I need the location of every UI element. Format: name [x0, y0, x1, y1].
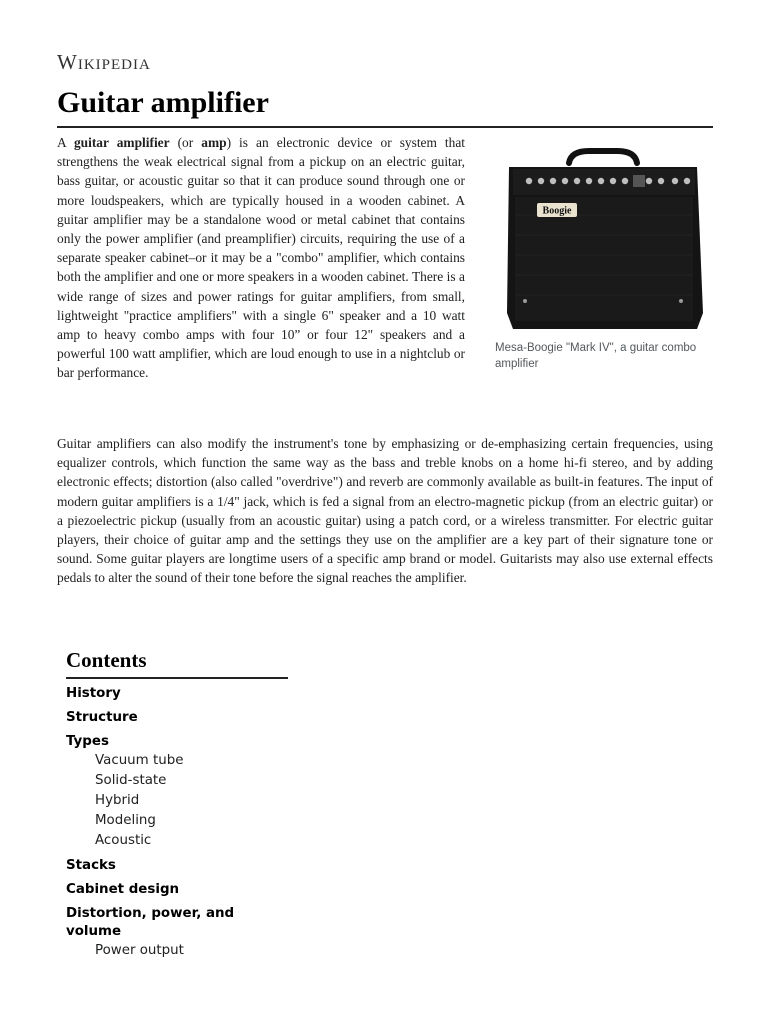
toc-list — [66, 685, 288, 961]
intro-text-3: ) is an electronic device or system that strengthens the weak electrical signal from a pickup on an electric guitar, bass guitar, or acoustic guitar so that it can produce sound through one or more loudspeakers, which are typically housed in a wooden cabinet. A guitar amplifier may be a standalone wood or metal cabinet that contains only the power amplifier (and preamplifier) circuits, requiring the use of a separate speaker cabinet–or it may be a "combo" amplifier, which contains both the amplifier and one or more speakers in a wooden cabinet. There is a wide range of sizes and power ratings for guitar amplifiers, from small, lightweight "practice amplifiers" with a single 6" speaker and a 10 watt amp to heavy combo amps with four 10” or four 12" speakers and a powerful 100 watt amplifier, which are loud enough to use in a nightclub or bar performance. — [57, 135, 466, 381]
toc-subitem-solid-state[interactable]: Solid-state — [95, 773, 167, 788]
amplifier-figure — [495, 145, 713, 372]
toc-item-history[interactable] — [66, 685, 288, 703]
intro-bold-alias: amp — [201, 135, 227, 150]
toc-item-label[interactable]: Stacks — [66, 858, 116, 873]
toc-item-distortion[interactable] — [66, 905, 288, 961]
toc-subitem-vacuum-tube[interactable]: Vacuum tube — [95, 753, 184, 768]
toc-title: Contents — [66, 648, 288, 679]
intro-text-2: (or — [169, 135, 202, 150]
toc-item-structure[interactable] — [66, 709, 288, 727]
toc-item-label[interactable]: Structure — [66, 710, 138, 725]
toc-subitem-hybrid[interactable]: Hybrid — [95, 793, 140, 808]
toc-subitem-acoustic[interactable]: Acoustic — [95, 833, 152, 848]
paragraph-2: Guitar amplifiers can also modify the instrument's tone by emphasizing or de-emphasizing certain frequencies, using equalizer controls, which function the same way as the bass and treble knobs on a home hi-fi stereo, and by adding electronic effects; distortion (also called "overdrive") and reverb are commonly available as built-in features. The input of modern guitar amplifiers is a 1/4" jack, which is fed a signal from an electro-magnetic pickup (from an electric guitar) or a piezoelectric pickup (usually from an acoustic guitar) using a patch cord, or a wireless transmitter. For electric guitar players, their choice of guitar amp and the settings they use on the amplifier are a key part of their signature tone or sound. Some guitar players are longtime users of a specific amp brand or model. Guitarists may also use external effects pedals to alter the sound of their tone before the signal reaches the amplifier. — [57, 436, 713, 586]
toc-subitem-power-output[interactable]: Power output — [95, 943, 184, 958]
wikipedia-logo[interactable]: Wikipedia — [57, 50, 151, 74]
table-of-contents — [66, 648, 288, 961]
intro-bold-term: guitar amplifier — [73, 135, 170, 150]
toc-item-types[interactable] — [66, 733, 288, 851]
intro-paragraph — [57, 133, 465, 383]
toc-sublist-distortion — [66, 941, 288, 961]
toc-item-label[interactable]: Cabinet design — [66, 882, 180, 897]
title-divider — [57, 126, 713, 128]
figure-caption: Mesa-Boogie "Mark IV", a guitar combo amplifier — [495, 342, 697, 370]
amplifier-image[interactable] — [499, 145, 704, 335]
toc-item-label[interactable]: Distortion, power, and volume — [66, 906, 235, 939]
amp-badge-text: Boogie — [542, 205, 572, 217]
toc-item-cabinet-design[interactable] — [66, 881, 288, 899]
toc-item-label[interactable]: Types — [66, 734, 109, 749]
toc-sublist-types — [66, 751, 288, 851]
intro-text-1: A — [57, 135, 74, 150]
toc-item-stacks[interactable] — [66, 857, 288, 875]
page-title: Guitar amplifier — [57, 86, 269, 119]
toc-item-label[interactable]: History — [66, 686, 121, 701]
toc-subitem-modeling[interactable]: Modeling — [95, 813, 156, 828]
